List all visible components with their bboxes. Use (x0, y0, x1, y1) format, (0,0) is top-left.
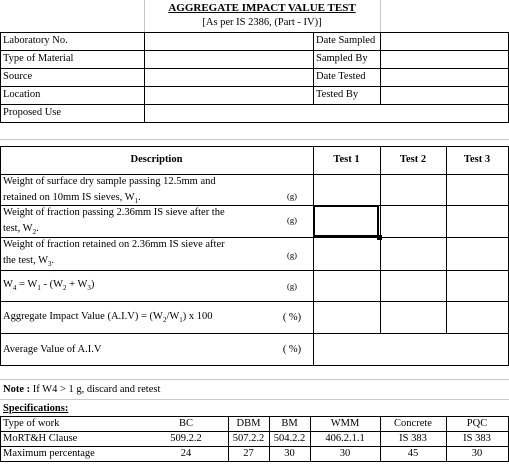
specifications-title: Specifications: (3, 403, 69, 414)
info-label-laboratory-no: Laboratory No. (3, 35, 68, 46)
spec-clause-wmm: 406.2.1.1 (325, 433, 365, 444)
cell-average-value[interactable] (314, 334, 508, 365)
fill-handle[interactable] (377, 235, 382, 240)
spec-max-pqc: 30 (471, 448, 483, 459)
header-test-1: Test 1 (333, 154, 360, 165)
spec-max-bm: 30 (284, 448, 295, 459)
spec-type-bc: BC (178, 418, 193, 429)
info-label-date-tested: Date Tested (316, 71, 366, 82)
info-label-type-of-material: Type of Material (3, 53, 74, 64)
spec-type-pqc: PQC (466, 418, 488, 429)
header-description: Description (130, 154, 183, 165)
row-average-unit: ( %) (282, 344, 302, 355)
info-label-date-sampled: Date Sampled (316, 35, 376, 46)
info-label-tested-by: Tested By (316, 89, 359, 100)
row-w3-line2: the test, $W_3$. (3, 255, 55, 269)
cell-w1-test2[interactable] (381, 175, 446, 205)
spec-max-dbm: 27 (243, 448, 254, 459)
cell-w2-test2[interactable] (381, 206, 446, 237)
cell-aiv-test2[interactable] (381, 302, 446, 333)
info-label-location: Location (3, 89, 41, 100)
cell-w4-test3[interactable] (447, 271, 508, 301)
row-w3-unit: (g) (287, 250, 297, 260)
row-average-label: Average Value of A.I.V (3, 344, 102, 355)
row-w1-unit: (g) (287, 191, 297, 201)
row-w4-unit: (g) (287, 281, 297, 291)
page-title: AGGREGATE IMPACT VALUE TEST (168, 2, 356, 14)
active-cell-selection[interactable] (313, 205, 379, 237)
cell-aiv-test3[interactable] (447, 302, 508, 333)
row-w4-formula: $W_4 = W_1 - (W_2 + W_3)$ (3, 279, 95, 293)
spec-label-maximum-percentage: Maximum percentage (3, 448, 95, 459)
row-aiv-formula: Aggregate Impact Value $(A.I.V) = (W_2/W_1)$ x 100 (3, 311, 213, 325)
cell-w1-test3[interactable] (447, 175, 508, 205)
spec-type-wmm: WMM (330, 418, 360, 429)
cell-w3-test1[interactable] (314, 238, 380, 270)
row-w2-line2: test, $W_2$. (3, 223, 39, 237)
spec-clause-concrete: IS 383 (399, 433, 427, 444)
row-w1-line1: Weight of surface dry sample passing 12.5mm and (3, 176, 216, 187)
spec-clause-pqc: IS 383 (463, 433, 491, 444)
spec-type-concrete: Concrete (394, 418, 432, 429)
row-w2-unit: (g) (287, 215, 297, 225)
spec-max-bc: 24 (180, 448, 192, 459)
header-test-3: Test 3 (463, 154, 491, 165)
info-label-source: Source (3, 71, 33, 82)
row-aiv-unit: ( %) (282, 312, 302, 323)
cell-w3-test3[interactable] (447, 238, 508, 270)
row-w3-line1: Weight of fraction retained on 2.36mm IS sieve after (3, 239, 225, 250)
spec-max-concrete: 45 (407, 448, 419, 459)
cell-w4-test2[interactable] (381, 271, 446, 301)
cell-w1-test1[interactable] (314, 175, 380, 205)
cell-w4-test1[interactable] (314, 271, 380, 301)
spec-type-dbm: DBM (236, 418, 261, 429)
spec-label-morth-clause: MoRT&H Clause (3, 433, 78, 444)
spec-type-bm: BM (281, 418, 298, 429)
row-w1-line2: retained on 10mm IS sieves, $W_1$. (3, 192, 141, 206)
info-label-sampled-by: Sampled By (316, 53, 368, 64)
cell-aiv-test1[interactable] (314, 302, 380, 333)
spec-clause-bc: 509.2.2 (170, 433, 202, 444)
spec-clause-bm: 504.2.2 (273, 433, 306, 444)
spec-label-type-of-work: Type of work (3, 418, 60, 429)
cell-w3-test2[interactable] (381, 238, 446, 270)
spec-max-wmm: 30 (339, 448, 351, 459)
info-label-proposed-use: Proposed Use (3, 107, 62, 118)
header-test-2: Test 2 (399, 154, 427, 165)
cell-w2-test3[interactable] (447, 206, 508, 237)
spec-clause-dbm: 507.2.2 (232, 433, 265, 444)
note: Note : If W4 > 1 g, discard and retest (3, 384, 161, 395)
page-subtitle: [As per IS 2386, (Part - IV)] (202, 17, 322, 28)
row-w2-line1: Weight of fraction passing 2.36mm IS sieve after the (3, 207, 225, 218)
